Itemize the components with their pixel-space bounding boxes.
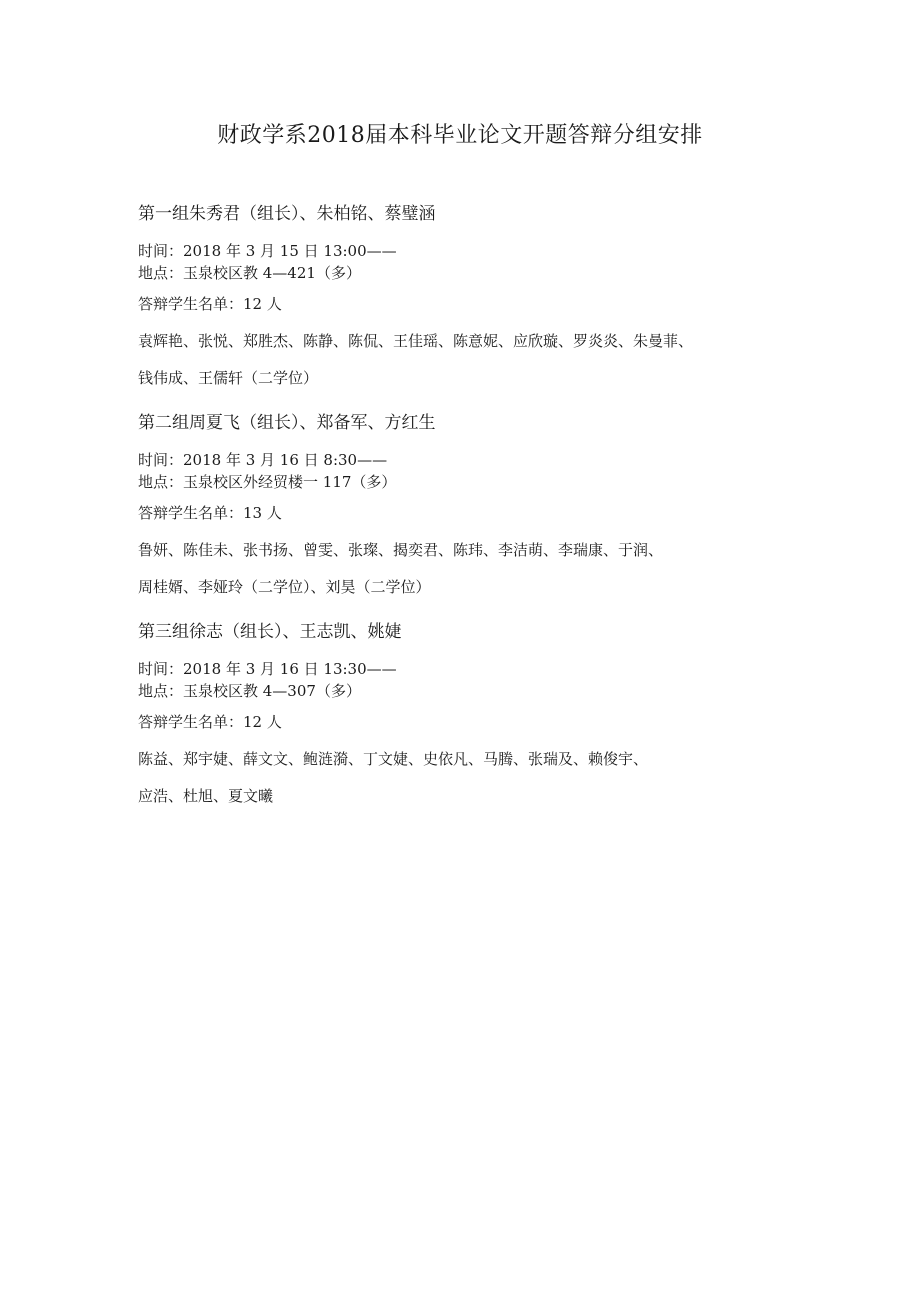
group-student-list-line: 陈益、郑宇婕、薛文文、鲍涟漪、丁文婕、史依凡、马腾、张瑞及、赖俊宇、: [138, 750, 649, 768]
group-time: 时间：2018 年 3 月 16 日 8:30——: [138, 451, 388, 469]
group-student-list-line: 袁辉艳、张悦、郑胜杰、陈静、陈侃、王佳瑶、陈意妮、应欣璇、罗炎炎、朱曼菲、: [138, 332, 694, 350]
group-time: 时间：2018 年 3 月 15 日 13:00——: [138, 242, 397, 260]
document-title: 财政学系2018届本科毕业论文开题答辩分组安排: [217, 123, 703, 148]
group-place: 地点：玉泉校区教 4—421（多）: [138, 264, 361, 282]
group-student-count: 答辩学生名单：13 人: [138, 504, 282, 522]
group-student-count: 答辩学生名单：12 人: [138, 295, 282, 313]
group-student-list-line: 周桂婿、李娅玲（二学位）、刘昊（二学位）: [138, 578, 431, 596]
defense-group-2: [138, 411, 798, 598]
group-header: 第二组周夏飞（组长）、郑备军、方红生: [138, 413, 436, 433]
defense-group-1: [138, 202, 798, 389]
group-student-list-line: 鲁妍、陈佳未、张书扬、曾雯、张璨、揭奕君、陈玮、李洁萌、李瑞康、于润、: [138, 541, 664, 559]
group-student-count: 答辩学生名单：12 人: [138, 713, 282, 731]
group-place: 地点：玉泉校区外经贸楼一 117（多）: [138, 473, 397, 491]
group-student-list-line: 应浩、杜旭、夏文曦: [138, 787, 274, 805]
group-time: 时间：2018 年 3 月 16 日 13:30——: [138, 660, 397, 678]
defense-group-3: [138, 620, 798, 807]
group-student-list-line: 钱伟成、王儒轩（二学位）: [138, 369, 319, 387]
group-place: 地点：玉泉校区教 4—307（多）: [138, 682, 361, 700]
group-header: 第三组徐志（组长）、王志凯、姚婕: [138, 622, 402, 642]
group-header: 第一组朱秀君（组长）、朱柏铭、蔡璧涵: [138, 204, 436, 224]
